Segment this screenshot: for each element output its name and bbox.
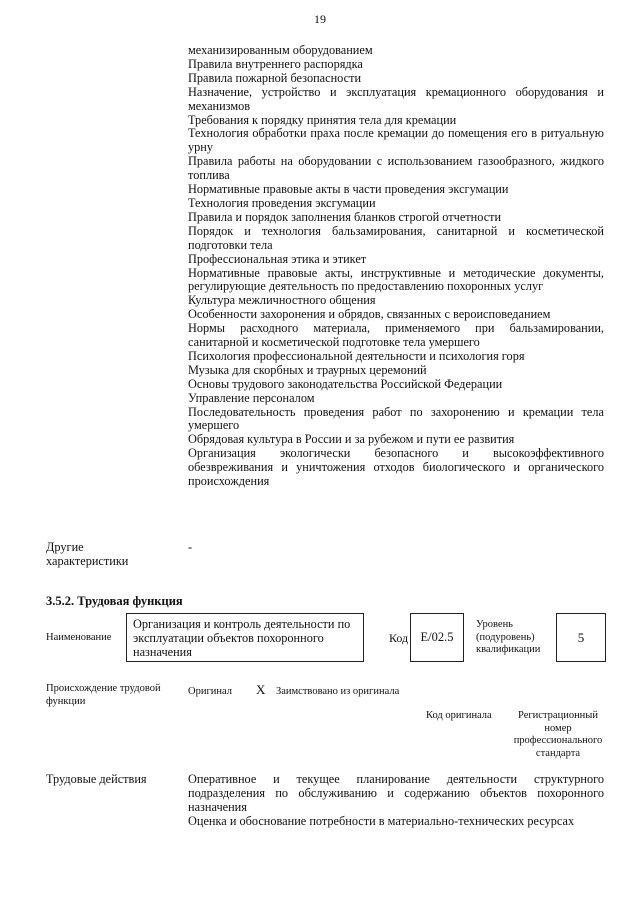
list-item: Нормативные правовые акты, инструктивные и методические документы, регулирующие деятельность по предоставлению похоронных услуг	[188, 265, 604, 294]
list-item: Оперативное и текущее планирование деятельности структурного подразделения по обслуживанию и содержанию объектов похоронного назначения	[188, 772, 604, 814]
list-item: Последовательность проведения работ по захоронению и кремации тела умершего	[188, 404, 604, 433]
list-item: Профессиональная этика и этикет	[188, 251, 367, 266]
section-title: 3.5.2. Трудовая функция	[46, 594, 183, 608]
page-number: 19	[314, 12, 326, 26]
list-item: Правила работы на оборудовании с использованием газообразного, жидкого топлива	[188, 154, 604, 183]
list-item: Организация экологически безопасного и высокоэффективного обезвреживания и уничтожения отходов биологического и органического происхождения	[188, 446, 604, 489]
list-item: механизированным оборудованием	[188, 43, 373, 57]
origin-borrowed: Заимствовано из оригинала	[276, 686, 400, 697]
reg-number-label: Регистрационный номер профессионального стандарта	[513, 710, 603, 759]
list-item: Психология профессиональной деятельности и психология горя	[188, 348, 525, 363]
list-item: Назначение, устройство и эксплуатация кремационного оборудования и механизмов	[188, 84, 604, 113]
list-item: Порядок и технология бальзамирования, санитарной и косметической подготовки тела	[188, 223, 604, 252]
list-item: Обрядовая культура в России и за рубежом и пути ее развития	[188, 432, 515, 447]
list-item: Оценка и обоснование потребности в материально-технических ресурсах	[188, 814, 575, 828]
labor-actions-list	[188, 772, 604, 828]
knowledge-list	[188, 44, 604, 489]
origin-original: Оригинал	[188, 686, 232, 697]
code-label: Код	[389, 631, 409, 645]
other-characteristics-value: -	[188, 540, 193, 554]
list-item: Правила и порядок заполнения бланков строгой отчетности	[188, 209, 502, 224]
function-name-box: Организация и контроль деятельности по эксплуатации объектов похоронного назначения	[126, 613, 364, 662]
code-original-label: Код оригинала	[426, 710, 492, 721]
list-item: Нормативные правовые акты в части проведения эксгумации	[188, 182, 509, 197]
level-label: Уровень (подуровень) квалификации	[476, 619, 541, 655]
labor-actions-label: Трудовые действия	[46, 772, 147, 786]
qualification-level-box: 5	[556, 613, 606, 662]
list-item: Технология обработки праха после кремации до помещения его в ритуальную урну	[188, 126, 604, 155]
origin-mark: X	[256, 682, 266, 697]
list-item: Нормы расходного материала, применяемого при бальзамировании, санитарной и косметической подготовке тела умершего	[188, 321, 604, 350]
name-label: Наименование	[46, 632, 112, 643]
function-code-box: E/02.5	[410, 613, 464, 662]
list-item: Особенности захоронения и обрядов, связанных с вероисповеданием	[188, 307, 551, 322]
list-item: Музыка для скорбных и траурных церемоний	[188, 362, 427, 377]
list-item: Технология проведения эксгумации	[188, 195, 376, 210]
list-item: Культура межличностного общения	[188, 293, 376, 308]
origin-label: Происхождение трудовой функции	[46, 683, 161, 707]
list-item: Требования к порядку принятия тела для кремации	[188, 112, 457, 127]
list-item: Правила внутреннего распорядка	[188, 56, 363, 71]
list-item: Управление персоналом	[188, 390, 315, 405]
list-item: Правила пожарной безопасности	[188, 70, 362, 85]
other-characteristics-label: Другие характеристики	[46, 540, 129, 568]
list-item: Основы трудового законодательства Российской Федерации	[188, 376, 503, 391]
